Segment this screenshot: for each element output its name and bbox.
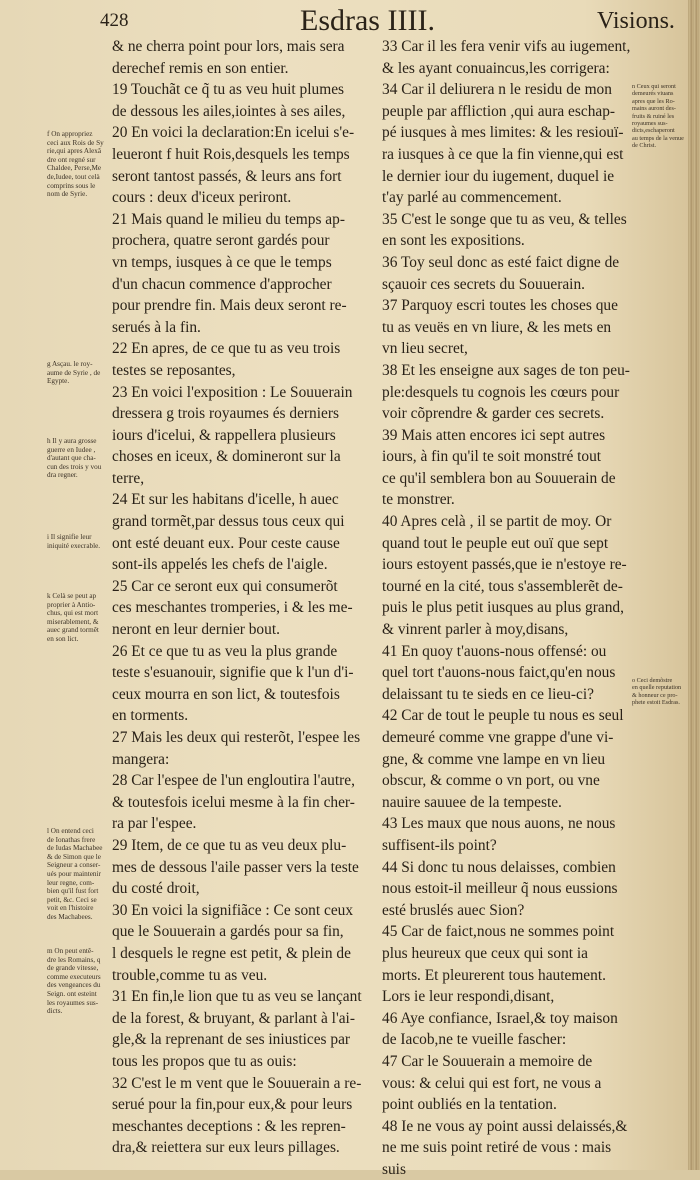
text-line: du costé droit, <box>112 880 200 898</box>
text-line: nous estoit-il meilleur q̃ nous eussions <box>382 880 618 898</box>
text-line: delaissant tu te sieds en ce lieu-ci? <box>382 685 594 703</box>
text-line: 32 C'est le m vent que le Souuerain a re- <box>112 1074 362 1092</box>
margin-note-line: ceci aux Rois de Sy <box>47 138 104 147</box>
text-line: quand tout le peuple eut ouï que sept <box>382 534 609 552</box>
text-line: iours estoyent passés,que ie n'estoye re- <box>382 556 627 574</box>
margin-note-line: royaumes sus- <box>632 120 668 128</box>
margin-note-line: Egypte. <box>47 377 70 386</box>
margin-note-line: Seign. ont esteint <box>47 989 97 998</box>
margin-note-l <box>47 827 113 922</box>
text-line: dressera g trois royaumes és derniers <box>112 405 339 423</box>
margin-note-line: & de Simon que le <box>47 852 101 861</box>
margin-note-line: de grande vitesse, <box>47 964 99 973</box>
text-line: derechef remis en son entier. <box>112 59 289 77</box>
text-line: 48 Ie ne vous ay point aussi delaissés,& <box>382 1117 628 1135</box>
page-number: 428 <box>100 10 129 31</box>
margin-note-line: iniquité execrable. <box>47 541 101 550</box>
text-line: vous: & celui qui est fort, ne vous a <box>382 1074 602 1092</box>
text-line: point oubliés en la tentation. <box>382 1096 557 1114</box>
text-line: 20 En voici la declaration:En icelui s'e- <box>112 124 355 142</box>
margin-note-line: f On appropriez <box>47 130 93 138</box>
text-line: 23 En voici l'exposition : Le Souuerain <box>112 383 353 401</box>
margin-note-line: o Ceci demõstre <box>632 677 673 684</box>
text-line: 19 Touchãt ce q̃ tu as veu huit plumes <box>112 81 345 99</box>
text-line: plus heureux que ceux qui sont ia <box>382 944 589 962</box>
margin-note-line: comprins sous le <box>47 181 96 190</box>
margin-note-line: demeurés viuans <box>632 90 674 98</box>
margin-note-line: de,Iudee, tout celà <box>47 172 100 181</box>
text-line: ra par l'espee. <box>112 815 197 833</box>
text-line: suis <box>382 1160 406 1178</box>
text-line: le dernier iour du iugement, duquel ie <box>382 167 615 185</box>
margin-note-line: i Il signifie leur <box>47 533 92 541</box>
text-line: & ne cherra point pour lors, mais sera <box>112 38 345 55</box>
margin-note-line: m On peut entẽ- <box>47 947 94 955</box>
text-line: 33 Car il les fera venir vifs au iugement, <box>382 38 631 55</box>
margin-note-line: petit, &c. Ceci se <box>47 895 97 904</box>
text-line: sont-ils appelés les chefs de l'aigle. <box>112 556 328 574</box>
text-line: vn temps, iusques à ce que le temps <box>112 253 332 271</box>
text-line: 43 Les maux que nous auons, ne nous <box>382 815 616 833</box>
text-line: dra,& reiettera sur eux leurs pillages. <box>112 1139 340 1157</box>
text-line: 29 Item, de ce que tu as veu deux plu- <box>112 836 347 854</box>
text-line: gne, & comme vne lampe en vn lieu <box>382 750 606 768</box>
margin-note-line: guerre en Iudee , <box>47 445 96 454</box>
margin-note-line: h Il y aura grosse <box>47 437 97 445</box>
text-line: serués à la fin. <box>112 318 201 336</box>
text-line: trouble,comme tu as veu. <box>112 966 268 984</box>
text-line: 37 Parquoy escri toutes les choses que <box>382 297 618 315</box>
margin-note-line: des vengeances du <box>47 981 101 990</box>
text-line: ne me suis point retiré de vous : mais <box>382 1139 612 1157</box>
text-line: 44 Si donc tu nous delaisses, combien <box>382 858 616 876</box>
margin-note-line: d'autant que cha- <box>47 454 96 463</box>
text-line: 30 En voici la signifiãce : Ce sont ceux <box>112 901 354 919</box>
text-line: sçauoir ces secrets du Souuerain. <box>382 275 586 293</box>
margin-note-line: dre les Romains, q <box>47 955 101 964</box>
text-line: 42 Car de tout le peuple tu nous es seul <box>382 707 624 725</box>
text-line: iours d'icelui, & rappellera plusieurs <box>112 426 336 444</box>
right-text-column <box>382 36 638 1180</box>
text-line: terre, <box>112 469 145 487</box>
margin-note-line: cun des trois y vou <box>47 462 102 471</box>
text-line: 46 Aye confiance, Israel,& toy maison <box>382 1009 618 1027</box>
section-title: Visions. <box>597 8 675 34</box>
text-line: 35 C'est le songe que tu as veu, & telles <box>382 210 627 228</box>
text-line: nauire sauuee de la tempeste. <box>382 793 562 811</box>
text-line: 24 Et sur les habitans d'icelle, h auec <box>112 491 339 509</box>
text-line: pour prendre fin. Mais deux seront re- <box>112 297 347 315</box>
margin-note-line: dra regner. <box>47 471 78 480</box>
margin-note-m <box>47 947 113 1016</box>
text-line: mes de dessous l'aile passer vers la teste <box>112 858 359 876</box>
text-line: demeuré comme vne grappe d'une vi- <box>382 729 614 746</box>
margin-note-g <box>47 360 113 386</box>
margin-note-line: phete estoit Esdras. <box>632 699 680 707</box>
margin-note-line: les royaumes sus- <box>47 998 99 1007</box>
text-line: meschantes deceptions : & les repren- <box>112 1117 346 1135</box>
margin-note-line: g Asçau. le roy- <box>47 360 93 368</box>
margin-note-line: rie,qui apres Alexã <box>47 147 102 156</box>
text-line: t'ay parlé au commencement. <box>382 189 562 207</box>
text-line: pé iusques à mes limites: & les resiouï- <box>382 124 624 142</box>
margin-note-line: dre ont regné sur <box>47 155 96 164</box>
margin-note-h <box>47 437 113 480</box>
text-line: vn lieu secret, <box>382 340 468 358</box>
margin-note-f <box>47 130 113 199</box>
text-line: tourné en la cité, tous s'assemblerẽt de- <box>382 577 623 595</box>
text-line: que le Souuerain a gardés pour sa fin, <box>112 923 344 941</box>
text-line: seront tantost passés, & leurs ans fort <box>112 167 342 185</box>
margin-note-line: fruits & ruiné les <box>632 112 675 120</box>
margin-note-line: de Iudas Machabee <box>47 844 103 853</box>
text-line: obscur, & comme o vn port, ou vne <box>382 772 600 790</box>
text-line: ra iusques à ce que la fin vienne,qui est <box>382 145 624 163</box>
margin-note-line: en son lict. <box>47 634 79 643</box>
text-line: 21 Mais quand le milieu du temps ap- <box>112 210 345 228</box>
margin-note-line: n Ceux qui seront <box>632 83 676 90</box>
text-line: testes se reposantes, <box>112 361 236 379</box>
margin-note-line: nom de Syrie. <box>47 190 88 199</box>
margin-note-line: & honneur ce pro- <box>632 691 678 699</box>
text-line: teste s'esuanouir, signifie que k l'un d'i- <box>112 664 354 682</box>
margin-note-line: mains auront des- <box>632 105 676 113</box>
margin-note-line: auec grand tormẽt <box>47 626 99 635</box>
text-line: prochera, quatre seront gardés pour <box>112 232 330 250</box>
margin-note-line: dicts,eschaperont <box>632 127 675 135</box>
margin-note-line: des Machabees. <box>47 912 93 921</box>
margin-note-line: bien qu'il fust fort <box>47 887 99 896</box>
text-line: de dessous les ailes,iointes à ses ailes, <box>112 102 346 120</box>
text-line: iours, à fin qu'il te soit monstré tout <box>382 448 602 466</box>
text-line: gle,& la reprenant de ses iniustices par <box>112 1031 351 1049</box>
text-line: de Iacob,ne te vueille fascher: <box>382 1031 567 1049</box>
margin-note-i <box>47 533 113 550</box>
text-line: grand tormẽt,par dessus tous ceux qui <box>112 513 345 531</box>
margin-note-line: voit en l'histoire <box>47 904 94 913</box>
margin-note-line: comme executeurs <box>47 972 101 981</box>
text-line: peuple par affliction ,qui aura eschap- <box>382 102 616 120</box>
margin-note-line: Seigneur a conser- <box>47 861 101 870</box>
margin-note-line: apres que les Ro- <box>632 97 675 105</box>
text-line: suffisent-ils point? <box>382 836 497 854</box>
margin-note-line: proprier à Antio- <box>47 600 96 609</box>
margin-note-line: l On entend ceci <box>47 827 94 835</box>
text-line: choses en iceux, & domineront sur la <box>112 448 341 466</box>
text-line: tous les propos que tu as ouis: <box>112 1052 297 1070</box>
text-line: 25 Car ce seront eux qui consumerõt <box>112 577 338 595</box>
margin-note-line: miserablement, & <box>47 617 99 626</box>
text-line: voir cõprendre & garder ces secrets. <box>382 405 605 423</box>
text-line: te monstrer. <box>382 491 455 509</box>
text-line: puis le plus petit iusques au plus grand, <box>382 599 624 617</box>
text-line: serué pour la fin,pour eux,& pour leurs <box>112 1096 353 1114</box>
text-line: 31 En fin,le lion que tu as veu se lançant <box>112 988 362 1006</box>
text-line: ple:desquels tu cognois les cœurs pour <box>382 383 620 401</box>
margin-note-line: en quelle reputation <box>632 684 682 692</box>
text-line: 28 Car l'espee de l'un engloutira l'autre, <box>112 772 355 790</box>
text-line: 40 Apres celà , il se partit de moy. Or <box>382 513 612 531</box>
text-line: 47 Car le Souuerain a memoire de <box>382 1052 593 1070</box>
margin-note-line: au temps de la venue <box>632 134 684 142</box>
running-header <box>0 4 688 38</box>
text-line: & vinrent parler à moy,disans, <box>382 621 569 639</box>
text-line: 39 Mais atten encores ici sept autres <box>382 426 606 444</box>
text-line: Lors ie leur respondi,disant, <box>382 988 555 1006</box>
text-line: 22 En apres, de ce que tu as veu trois <box>112 340 341 358</box>
text-line: 26 Et ce que tu as veu la plus grande <box>112 642 338 660</box>
text-line: l desquels le regne est petit, & plein de <box>112 944 351 962</box>
margin-note-line: de Christ. <box>632 142 657 150</box>
text-line: quel tort t'auons-nous faict,qu'en nous <box>382 664 616 682</box>
text-line: 36 Toy seul donc as esté faict digne de <box>382 253 620 271</box>
text-line: 41 En quoy t'auons-nous offensé: ou <box>382 642 607 660</box>
margin-note-line: k Celà se peut ap <box>47 592 97 600</box>
text-line: mangera: <box>112 750 170 768</box>
margin-note-n <box>632 83 688 150</box>
text-line: morts. Et pleurerent tous hautement. <box>382 966 606 984</box>
text-line: 45 Car de faict,nous ne sommes point <box>382 923 615 941</box>
text-line: ces meschantes tromperies, i & les me- <box>112 599 353 617</box>
text-line: & les ayant conuaincus,les corrigera: <box>382 59 610 77</box>
book-title: Esdras IIII. <box>300 4 435 37</box>
text-line: cours : deux d'iceux periront. <box>112 189 292 207</box>
text-line: esté bruslés auec Sion? <box>382 901 525 919</box>
text-line: 38 Et les enseigne aux sages de ton peu- <box>382 361 630 379</box>
margin-note-o <box>632 677 688 707</box>
margin-note-line: de Ionathas frere <box>47 835 96 844</box>
margin-note-line: chus, qui est mort <box>47 609 99 618</box>
text-line: 27 Mais les deux qui resterõt, l'espee les <box>112 729 361 746</box>
text-line: neront en leur dernier bout. <box>112 621 280 639</box>
text-line: & toutesfois icelui mesme à la fin cher- <box>112 793 355 811</box>
margin-note-line: Chaldee, Perse,Me <box>47 164 102 173</box>
margin-note-k <box>47 592 113 644</box>
text-line: 34 Car il deliurera n le residu de mon <box>382 81 612 99</box>
margin-note-line: ués pour maintenir <box>47 869 101 878</box>
text-line: ceux mourra en son lict, & toutesfois <box>112 685 340 703</box>
text-line: en sont les expositions. <box>382 232 525 250</box>
page-edge <box>688 0 700 1170</box>
text-line: en torments. <box>112 707 189 725</box>
margin-note-line: aume de Syrie , de <box>47 368 101 377</box>
text-line: ce qu'il semblera bon au Souuerain de <box>382 469 616 487</box>
text-line: d'un chacun commence d'approcher <box>112 275 332 293</box>
margin-note-line: leur regne, com- <box>47 878 95 887</box>
text-line: leueront f huit Rois,desquels les temps <box>112 145 350 163</box>
left-text-column <box>112 36 374 1159</box>
text-line: ont esté deuant eux. Pour ceste cause <box>112 534 340 552</box>
text-line: de la forest, & bruyant, & parlant à l'ai- <box>112 1009 355 1027</box>
text-line: tu as veuës en vn liure, & les mets en <box>382 318 612 336</box>
margin-note-line: dicts. <box>47 1007 63 1016</box>
